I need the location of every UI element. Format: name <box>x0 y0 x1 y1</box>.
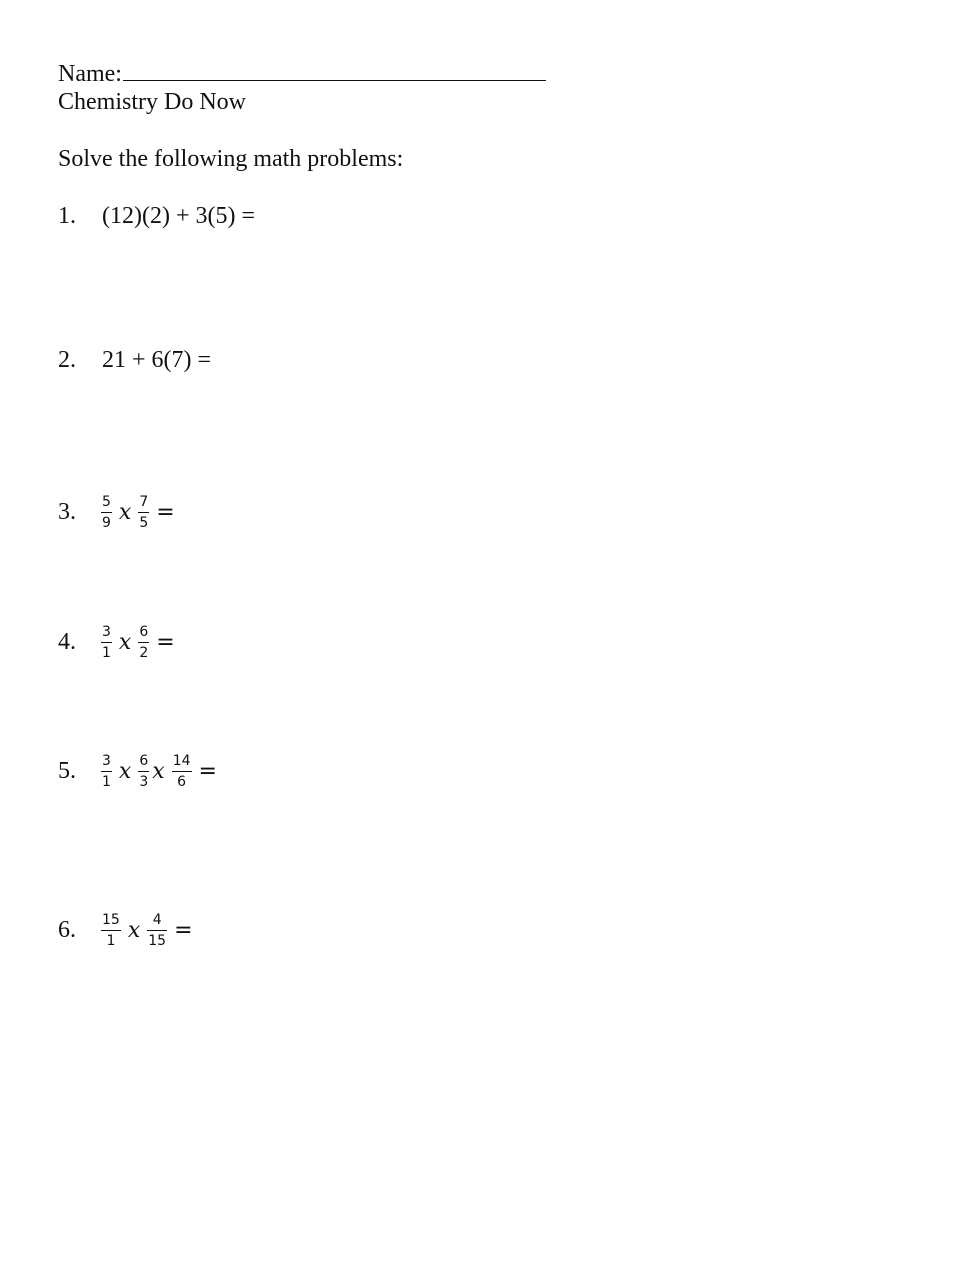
problem-expression <box>98 624 175 661</box>
instructions-text: Solve the following math problems: <box>58 146 404 172</box>
fraction-denominator: 9 <box>102 514 111 531</box>
multiply-operator: x <box>118 499 132 525</box>
fraction-numerator: 6 <box>139 623 149 640</box>
name-field-row <box>58 58 546 88</box>
fraction <box>101 753 112 790</box>
fraction <box>101 912 121 949</box>
problem-expression <box>98 753 217 790</box>
worksheet-subtitle: Chemistry Do Now <box>58 89 246 115</box>
equals-sign: = <box>156 629 175 655</box>
fraction <box>101 494 112 531</box>
problem-expression: 21 + 6(7) = <box>102 346 212 373</box>
fraction-denominator: 3 <box>139 773 149 790</box>
fraction-denominator: 6 <box>177 773 187 790</box>
multiply-operator: x <box>118 629 132 655</box>
fraction-denominator: 1 <box>102 773 111 790</box>
equals-sign: = <box>174 917 193 943</box>
fraction-denominator: 2 <box>139 644 149 661</box>
equals-sign: = <box>198 758 217 784</box>
problem-number: 2. <box>58 346 76 373</box>
multiply-operator: x <box>118 758 132 784</box>
problem-6 <box>58 905 193 955</box>
fraction-numerator: 7 <box>139 493 149 510</box>
problem-3 <box>58 487 175 537</box>
name-label: Name: <box>58 61 122 87</box>
fraction-numerator: 3 <box>102 752 111 769</box>
fraction <box>147 912 167 949</box>
problem-expression: (12)(2) + 3(5) = <box>102 202 256 229</box>
problem-number: 1. <box>58 202 76 229</box>
fraction-denominator: 15 <box>148 932 167 949</box>
fraction-numerator: 4 <box>152 911 162 928</box>
equals-sign: = <box>156 499 175 525</box>
problem-number: 6. <box>58 916 76 943</box>
fraction <box>138 494 149 531</box>
fraction <box>101 624 112 661</box>
fraction <box>138 624 149 661</box>
fraction-numerator: 6 <box>139 752 149 769</box>
multiply-operator: x <box>152 758 165 784</box>
problem-number: 4. <box>58 628 76 655</box>
fraction-numerator: 14 <box>172 752 191 769</box>
fraction-numerator: 15 <box>102 911 120 928</box>
problem-5 <box>58 746 217 796</box>
problem-number: 5. <box>58 757 76 784</box>
problem-2 <box>58 335 211 385</box>
fraction-numerator: 5 <box>102 493 111 510</box>
problem-expression <box>98 912 193 949</box>
fraction-denominator: 5 <box>139 514 149 531</box>
problem-number: 3. <box>58 498 76 525</box>
fraction-numerator: 3 <box>102 623 111 640</box>
problem-expression <box>98 494 175 531</box>
name-blank-line[interactable] <box>123 58 546 81</box>
fraction <box>172 753 192 790</box>
fraction-denominator: 1 <box>102 644 111 661</box>
fraction-denominator: 1 <box>106 932 116 949</box>
problem-1 <box>58 191 255 241</box>
fraction <box>138 753 149 790</box>
multiply-operator: x <box>127 917 141 943</box>
problem-4 <box>58 617 175 667</box>
